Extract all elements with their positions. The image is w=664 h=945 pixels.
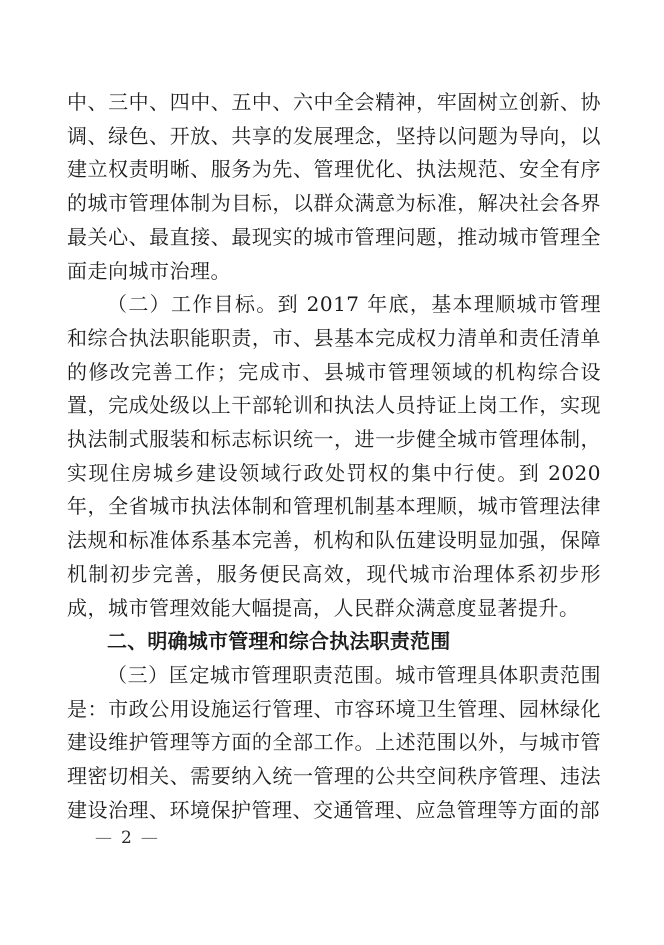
page-number: 2: [121, 828, 132, 848]
paragraph-management-duty-scope: （三）匡定城市管理职责范围。城市管理具体职责范围是：市政公用设施运行管理、市容环境卫生管理、园林绿化建设维护管理等方面的全部工作。上述范围以外，与城市管理密切相关、需要纳入统一管理的公共空间秩序管理、违法建设治理、环境保护管理、交通管理、应急管理等方面的部: [67, 662, 601, 822]
footer-dash-right: —: [140, 828, 158, 848]
section-heading-duty-scope: 二、明确城市管理和综合执法职责范围: [107, 629, 451, 654]
document-body: [67, 86, 601, 827]
paragraph-guiding-principles-continuation: 中、三中、四中、五中、六中全会精神，牢固树立创新、协调、绿色、开放、共享的发展理念，坚持以问题为导向，以建立权责明晰、服务为先、管理优化、执法规范、安全有序的城市管理体制为目标，以群众满意为标准，解决社会各界最关心、最直接、最现实的城市管理问题，推动城市管理全面走向城市治理。: [67, 90, 601, 283]
paragraph-work-goals: （二）工作目标。到 2017 年底，基本理顺城市管理和综合执法职能职责，市、县基本完成权力清单和责任清单的修改完善工作；完成市、县城市管理领域的机构综合设置，完成处级以上干部轮训和执法人员持证上岗工作，实现执法制式服装和标志标识统一，进一步健全城市管理体制，实现住房城乡建设领域行政处罚权的集中行使。到 2020 年，全省城市执法体制和管理机制基本理顺，城市管理法律法规和标准体系基本完善，机构和队伍建设明显加强，保障机制初步完善，服务便民高效，现代城市治理体系初步形成，城市管理效能大幅提高，人民群众满意度显著提升。: [67, 292, 601, 620]
page-footer: [95, 827, 158, 849]
footer-dash-left: —: [95, 828, 112, 848]
